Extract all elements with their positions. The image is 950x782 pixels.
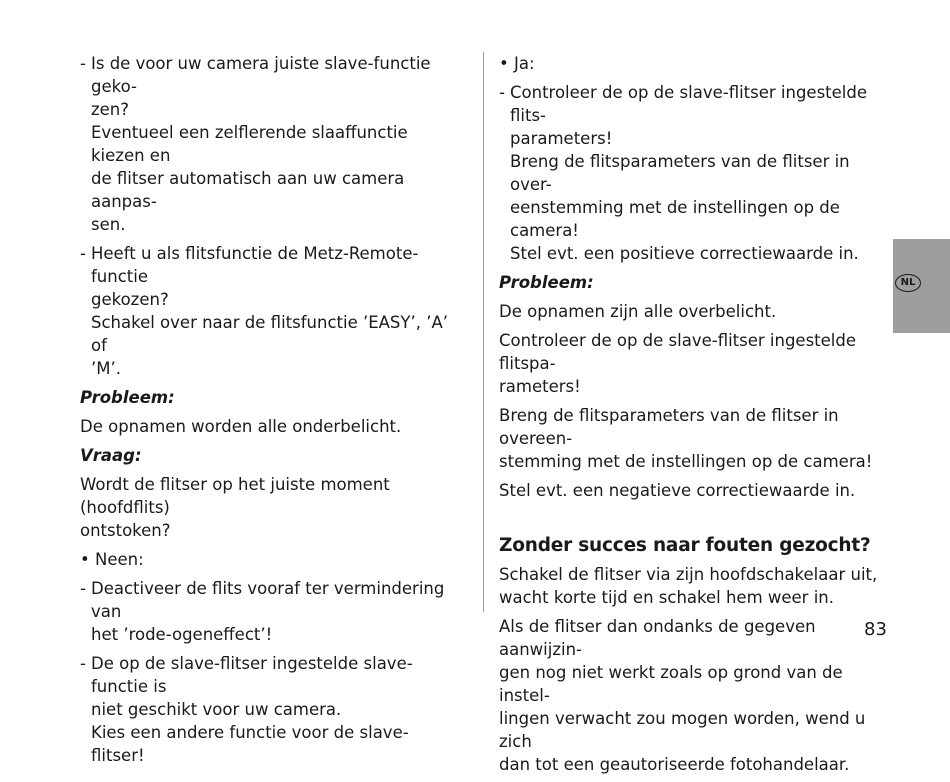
section-heading: Zonder succes naar fouten gezocht? [499, 535, 871, 556]
left-item-3: - Deactiveer de flits vooraf ter vermindering van het ’rode-ogeneffect’! [80, 579, 445, 644]
right-para-4: Schakel de flitser via zijn hoofdschakelaar uit, wacht korte tijd en schakel hem weer in. [499, 565, 878, 607]
right-para-5: Als de flitser dan ondanks de gegeven aanwijzin- gen nog niet werkt zoals op grond van de instel- lingen verwacht zou mogen worden, wend u zich dan tot een geautoriseerde fotohandelaar. [499, 617, 866, 774]
right-problem-label: Probleem: [499, 273, 594, 292]
question-text: Wordt de flitser op het juiste moment (hoofdflits) ontstoken? [80, 475, 390, 540]
language-tab [893, 239, 950, 333]
right-column [499, 52, 883, 782]
page-number: 83 [864, 619, 887, 640]
left-item-2: - Heeft u als flitsfunctie de Metz-Remote-functie gekozen? Schakel over naar de flitsfunctie ’EASY’, ’A’ of ’M’. [80, 244, 448, 378]
bullet-no: • Neen: [80, 550, 144, 569]
left-item-4: - De op de slave-flitser ingestelde slave-functie is niet geschikt voor uw camera. Kies een andere functie voor de slave-flitser! [80, 654, 413, 765]
question-label: Vraag: [80, 446, 142, 465]
language-badge-nl: NL [895, 274, 921, 292]
left-problem-text: De opnamen worden alle onderbelicht. [80, 417, 402, 436]
right-para-2: Breng de flitsparameters van de flitser in overeen- stemming met de instellingen op de camera! [499, 406, 873, 471]
bullet-yes: • Ja: [499, 54, 535, 73]
left-column [80, 52, 458, 773]
column-divider [483, 52, 484, 612]
right-para-1: Controleer de op de slave-flitser ingestelde flitspa- rameters! [499, 331, 857, 396]
left-item-1: - Is de voor uw camera juiste slave-functie geko- zen? Eventueel een zelflerende slaaffunctie kiezen en de flitser automatisch aan uw camera aanpas- sen. [80, 54, 431, 234]
right-item-1: - Controleer de op de slave-flitser ingestelde flits- parameters! Breng de flitsparameters van de flitser in over- eenstemming met de instellingen op de camera! Stel evt. een positieve correctiewaarde in. [499, 83, 868, 263]
right-para-3: Stel evt. een negatieve correctiewaarde in. [499, 481, 856, 500]
left-problem-label: Probleem: [80, 388, 175, 407]
right-problem-text: De opnamen zijn alle overbelicht. [499, 302, 777, 321]
